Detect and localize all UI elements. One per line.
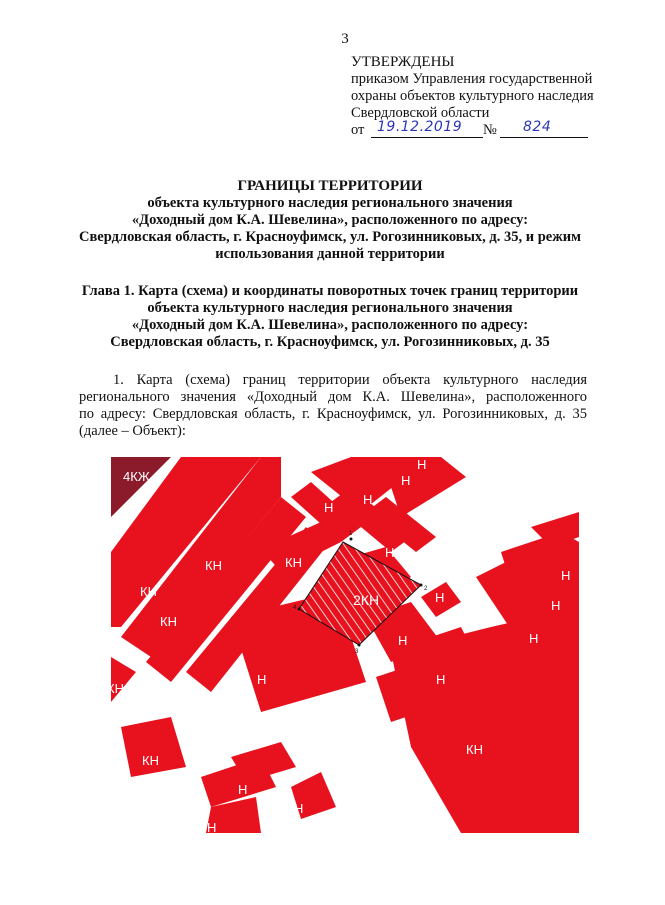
label-n: Н [257,672,267,687]
label-kn: КН [140,584,157,599]
approval-line: охраны объектов культурного наследия [351,88,594,104]
paragraph-line: (далее – Объект): [79,423,186,439]
label-n: Н [401,473,411,488]
label-n: Н [207,820,217,835]
point-marker [420,584,423,587]
label-n: Н [436,672,446,687]
label-n: Н [363,492,373,507]
page-number: 3 [341,31,349,47]
label-n: Н [385,545,395,560]
label-kn: КН [160,614,177,629]
number-handwritten: 824 [523,119,552,135]
point-label-4: 4 [293,605,297,611]
approval-block [351,54,631,140]
label-kn: КН [142,753,159,768]
label-kn: КН [285,555,302,570]
approval-date-row [351,119,631,140]
title-line: Свердловская область, г. Красноуфимск, ул. Рогозинниковых, д. 35, и режим [79,229,581,245]
point-label-1: 1 [349,531,353,537]
label-n: Н [417,457,427,472]
label-4kzh: 4КЖ [123,469,150,484]
label-kn: КН [205,558,222,573]
label-kn: КН [466,742,483,757]
paragraph-line: 1. Карта (схема) границ территории объекта культурного наследия [113,372,587,388]
territory-map [107,457,579,835]
map-svg [107,457,579,835]
label-n: Н [238,782,248,797]
chapter-heading [60,283,600,351]
date-prefix: от [351,122,365,138]
date-handwritten: 19.12.2019 [377,119,463,135]
label-n: Н [561,568,571,583]
point-label-3: 3 [355,649,359,655]
point-label-2: 2 [424,586,428,592]
label-n: Н [324,500,334,515]
number-underline [500,137,588,138]
point-marker [350,538,353,541]
document-title [60,178,600,263]
number-prefix: № [483,122,497,138]
label-2kn: 2КН [353,592,380,608]
title-line: использования данной территории [215,246,445,262]
label-kn-edge: КН [107,681,124,696]
label-n: Н [343,699,353,714]
title-line: объекта культурного наследия регионального значения [147,195,513,211]
point-marker [358,644,361,647]
label-n: Н [398,633,408,648]
point-marker [298,608,301,611]
label-n: Н [294,801,304,816]
approval-line: приказом Управления государственной [351,71,593,87]
title-line: «Доходный дом К.А. Шевелина», расположенного по адресу: [131,212,529,228]
paragraph-1 [79,372,587,440]
zone-kn-sw [121,717,186,777]
chapter-line: Глава 1. Карта (схема) и координаты поворотных точек границ территории [81,283,579,299]
paragraph-line: по адресу: Свердловская область, г. Красноуфимск, ул. Рогозинниковых, д. 35 [79,406,587,422]
approval-line: Свердловской области [351,105,490,121]
label-n: Н [435,590,445,605]
chapter-line: «Доходный дом К.А. Шевелина», расположенного по адресу: [131,317,529,333]
label-n: Н [529,631,539,646]
chapter-line: объекта культурного наследия регионального значения [147,300,513,316]
chapter-line: Свердловская область, г. Красноуфимск, ул. Рогозинниковых, д. 35 [110,334,550,350]
title-line: ГРАНИЦЫ ТЕРРИТОРИИ [237,178,423,194]
label-n: Н [551,598,561,613]
paragraph-line: регионального значения «Доходный дом К.А. Шевелина», расположенного [79,389,587,405]
approval-heading: УТВЕРЖДЕНЫ [351,54,455,70]
date-underline [371,137,483,138]
